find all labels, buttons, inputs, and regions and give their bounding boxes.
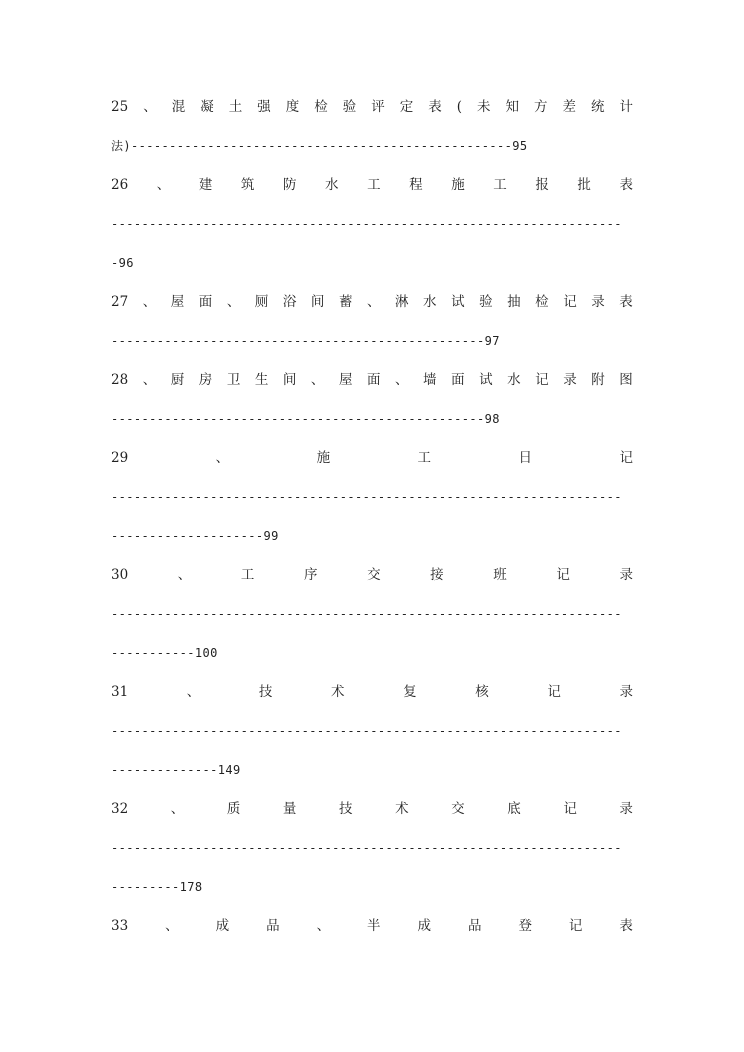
toc-entry-char: 程: [409, 177, 423, 193]
toc-leader-line: -----------100: [111, 646, 218, 660]
toc-entry-char: 面: [451, 372, 465, 388]
toc-entry-char: 术: [395, 801, 409, 817]
toc-entry-char: 质: [226, 801, 241, 817]
toc-entry-char: 面: [366, 372, 381, 388]
toc-leader-line: --------------------99: [111, 529, 279, 543]
toc-entry-char: 混: [171, 99, 186, 115]
toc-entry-char: 报: [535, 177, 549, 193]
toc-entry-title: [111, 369, 633, 391]
toc-leader-line: -------------------------------------------------97: [111, 334, 500, 348]
toc-entry-char: 底: [507, 801, 521, 817]
toc-entry-char: 、: [215, 450, 230, 466]
toc-entry-number: 27: [111, 294, 129, 310]
toc-entry-char: 凝: [200, 99, 214, 115]
toc-entry-char: 记: [556, 567, 570, 583]
toc-entry-char: 日: [518, 450, 532, 466]
toc-entry-char: 品: [467, 918, 482, 934]
toc-entry-char: 施: [451, 177, 465, 193]
toc-entry-char: 交: [367, 567, 381, 583]
toc-entry-char: 记: [568, 918, 583, 934]
toc-entry-char: 屋: [170, 294, 185, 310]
toc-entry-char: 方: [533, 99, 548, 115]
toc-entry-number: 28: [111, 372, 129, 388]
toc-entry-char: 记: [619, 450, 633, 466]
toc-entry-char: 半: [367, 918, 381, 934]
toc-entry-char: 墙: [423, 372, 437, 388]
toc-entry-char: 水: [507, 372, 521, 388]
toc-entry-char: 工: [240, 567, 255, 583]
toc-entry-char: 工: [367, 177, 381, 193]
toc-entry-char: 屋: [338, 372, 353, 388]
toc-entry-char: 卫: [226, 372, 241, 388]
toc-entry-char: 建: [198, 177, 213, 193]
toc-entry-char: 表: [619, 918, 633, 934]
toc-entry-title: [111, 174, 633, 196]
toc-leader-line: --------------149: [111, 763, 241, 777]
toc-entry-char: 交: [451, 801, 465, 817]
toc-entry-char: 录: [563, 372, 577, 388]
toc-entry-char: 表: [428, 99, 442, 115]
toc-entry-char: 试: [451, 294, 465, 310]
toc-entry-char: 接: [430, 567, 444, 583]
toc-entry-char: 生: [254, 372, 269, 388]
toc-entry-char: (: [456, 99, 462, 115]
toc-entry-char: 图: [619, 372, 633, 388]
toc-entry-char: 记: [535, 372, 549, 388]
toc-entry-char: 抽: [507, 294, 521, 310]
toc-entry-char: 、: [177, 567, 192, 583]
toc-entry-char: 、: [395, 372, 409, 388]
toc-entry-number: 32: [111, 801, 129, 817]
toc-entry-char: 土: [228, 99, 243, 115]
toc-entry-char: 差: [562, 99, 576, 115]
toc-entry-char: 技: [339, 801, 353, 817]
toc-entry-char: 厕: [254, 294, 269, 310]
toc-leader-line: -------------------------------------------------------------------: [111, 217, 622, 231]
toc-entry-title: [111, 96, 633, 118]
toc-leader-line: -------------------------------------------------98: [111, 412, 500, 426]
toc-entry-number: 25: [111, 99, 129, 115]
toc-leader-line: -------------------------------------------------------------------: [111, 490, 622, 504]
toc-entry-char: 录: [619, 567, 633, 583]
toc-entry-char: 、: [165, 918, 179, 934]
toc-entry-title: [111, 447, 633, 469]
toc-entry-char: 验: [479, 294, 493, 310]
toc-entry-char: 水: [423, 294, 437, 310]
toc-entry-char: 记: [563, 294, 577, 310]
toc-entry-char: 定: [399, 99, 414, 115]
toc-entry-char: 统: [590, 99, 605, 115]
toc-entry-title: [111, 915, 633, 937]
toc-entry-number: 31: [111, 684, 129, 700]
toc-entry-char: 筑: [240, 177, 255, 193]
toc-entry-char: 、: [316, 918, 331, 934]
toc-entry-char: 浴: [282, 294, 297, 310]
toc-leader-line: -96: [111, 256, 134, 270]
toc-entry-char: 计: [619, 99, 633, 115]
toc-entry-char: 间: [282, 372, 297, 388]
toc-entry-title: [111, 564, 633, 586]
toc-entry-char: 评: [371, 99, 385, 115]
toc-entry-char: 录: [619, 684, 633, 700]
toc-entry-char: 记: [563, 801, 577, 817]
toc-leader-line: -------------------------------------------------------------------: [111, 841, 622, 855]
toc-entry-char: 、: [170, 801, 185, 817]
toc-entry-char: 蓄: [338, 294, 353, 310]
toc-entry-char: 录: [591, 294, 605, 310]
toc-entry-char: 量: [282, 801, 297, 817]
toc-entry-number: 26: [111, 177, 129, 193]
toc-entry-char: 度: [285, 99, 300, 115]
toc-entry-char: 验: [342, 99, 357, 115]
toc-entry-char: 复: [403, 684, 417, 700]
toc-entry-char: 录: [619, 801, 633, 817]
toc-entry-title: [111, 681, 633, 703]
toc-entry-char: 间: [310, 294, 325, 310]
toc-entry-title: [111, 798, 633, 820]
toc-entry-char: 知: [505, 99, 519, 115]
toc-entry-char: 成: [417, 918, 431, 934]
toc-entry-char: 施: [316, 450, 331, 466]
toc-entry-char: 、: [142, 294, 157, 310]
toc-entry-char: 序: [303, 567, 318, 583]
toc-entry-char: 表: [619, 294, 633, 310]
toc-entry-char: 批: [577, 177, 591, 193]
toc-entry-char: 附: [591, 372, 605, 388]
toc-entry-char: 、: [366, 294, 381, 310]
toc-leader-line: -------------------------------------------------------------------: [111, 724, 622, 738]
toc-entry-char: 工: [493, 177, 507, 193]
toc-entry-char: 表: [619, 177, 633, 193]
toc-entry-char: 、: [226, 294, 241, 310]
toc-entry-char: 、: [186, 684, 201, 700]
toc-entry-char: 记: [547, 684, 561, 700]
toc-entry-char: 防: [282, 177, 297, 193]
toc-entry-char: 成: [215, 918, 230, 934]
toc-entry-char: 未: [476, 99, 491, 115]
toc-leader-line: 法)--------------------------------------------------95: [111, 139, 528, 153]
toc-entry-number: 30: [111, 567, 129, 583]
toc-entry-char: 核: [475, 684, 489, 700]
toc-entry-char: 、: [142, 372, 157, 388]
toc-entry-char: 试: [479, 372, 493, 388]
toc-leader-line: -------------------------------------------------------------------: [111, 607, 622, 621]
toc-entry-char: 登: [518, 918, 532, 934]
toc-entry-char: 班: [493, 567, 507, 583]
toc-entry-char: 、: [310, 372, 325, 388]
toc-entry-char: 品: [266, 918, 280, 934]
toc-entry-char: 淋: [395, 294, 409, 310]
toc-entry-char: 房: [198, 372, 213, 388]
toc-entry-char: 工: [417, 450, 432, 466]
toc-entry-char: 、: [156, 177, 171, 193]
toc-entry-title: [111, 291, 633, 313]
toc-leader-line: ---------178: [111, 880, 203, 894]
toc-entry-number: 33: [111, 918, 129, 934]
toc-entry-char: 技: [258, 684, 273, 700]
toc-entry-char: 厨: [170, 372, 185, 388]
toc-entry-char: 强: [257, 99, 271, 115]
toc-entry-char: 水: [325, 177, 339, 193]
toc-entry-char: 术: [331, 684, 345, 700]
toc-entry-char: 面: [198, 294, 213, 310]
toc-entry-char: 、: [143, 99, 157, 115]
toc-entry-char: 检: [314, 99, 328, 115]
toc-entry-number: 29: [111, 450, 129, 466]
toc-entry-char: 检: [535, 294, 549, 310]
